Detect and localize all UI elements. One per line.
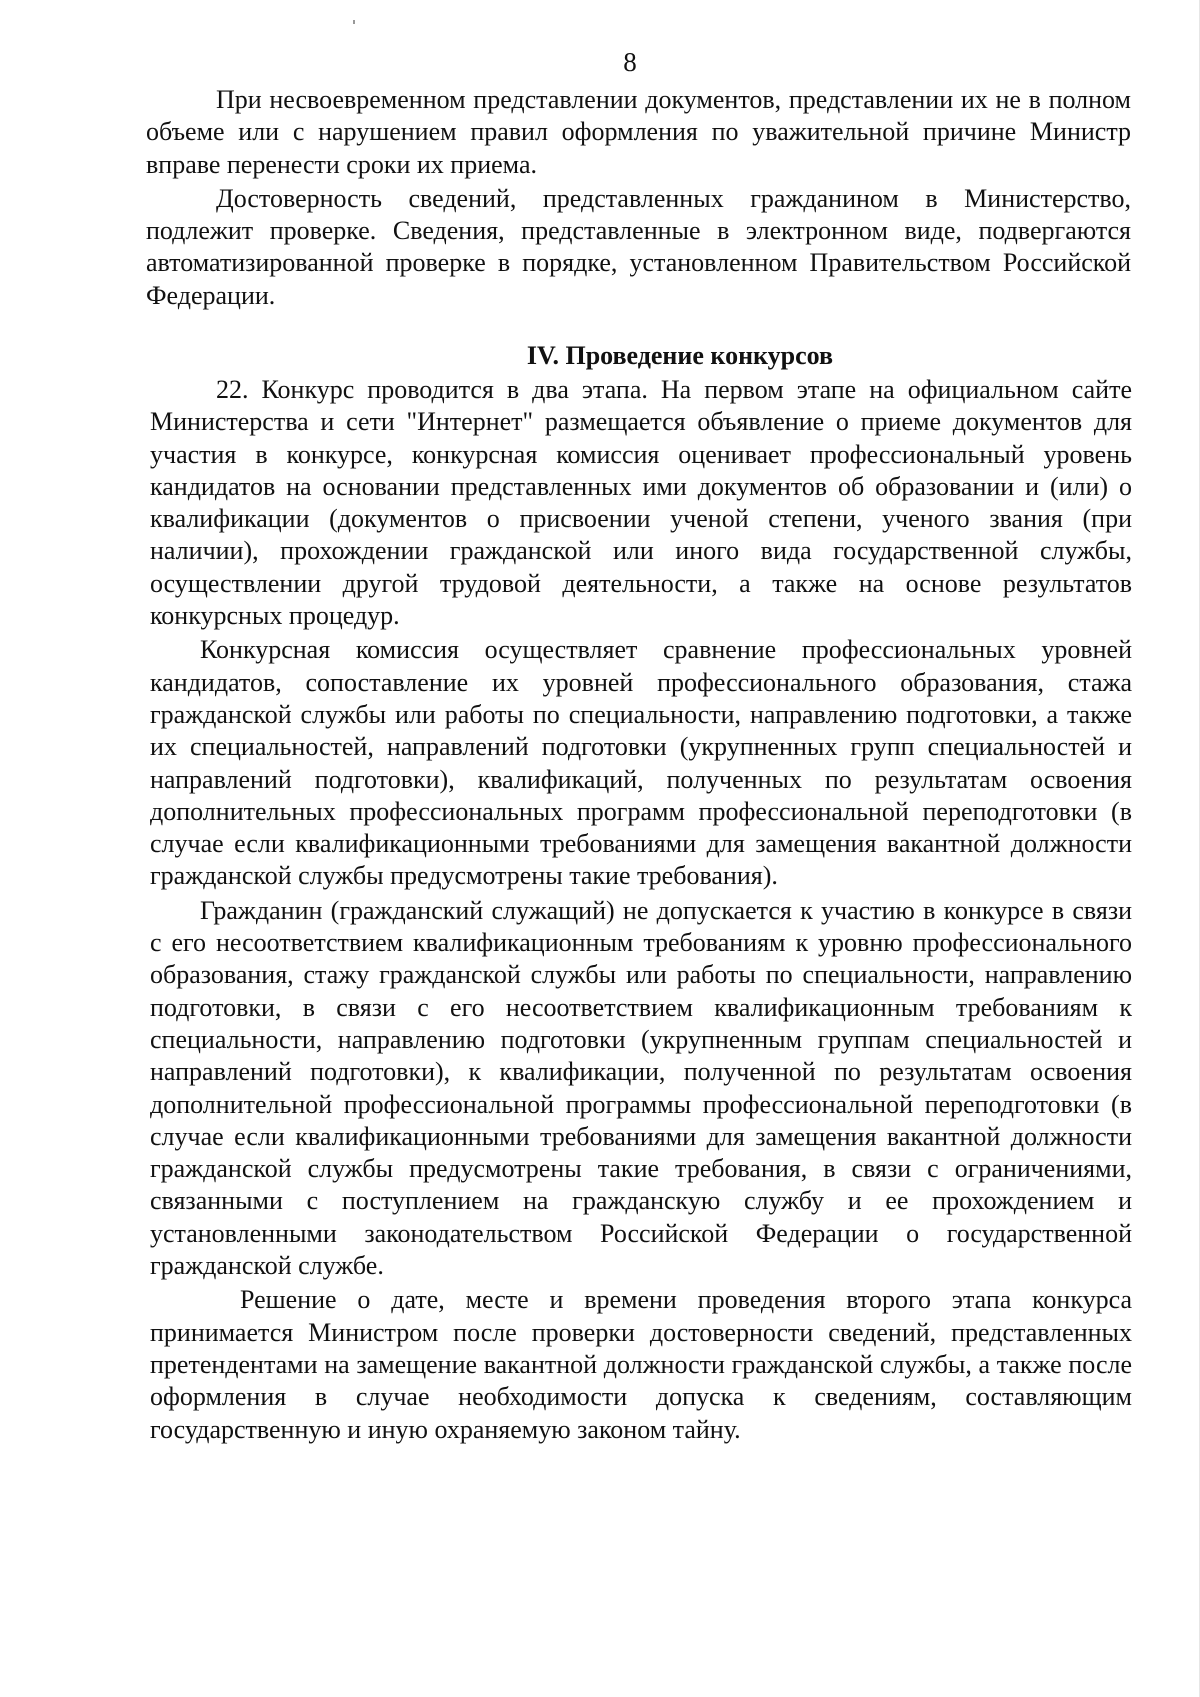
paragraph-non-admission: Гражданин (гражданский служащий) не допускается к участию в конкурсе в связи с его несоответствием квалификационным требованиям к уровню профессионального образования, стажу гражданской службы или работы по специальности, направлению подготовки, в связи с его несоответствием квалификационным требованиям к специальности, направлению подготовки (укрупненным группам специальностей и направлений подготовки), к квалификации, полученной по результатам освоения дополнительной профессиональной программы профессиональной переподготовки (в случае если квалификационными требованиями для замещения вакантной должности гражданской службы предусмотрены такие требования, в связи с ограничениями, связанными с поступлением на гражданскую службу и ее прохождением и установленными законодательством Российской Федерации о государственной гражданской службе.: [150, 895, 1132, 1281]
paragraph-second-stage: Решение о дате, месте и времени проведения второго этапа конкурса принимается Министром после проверки достоверности сведений, представленных претендентами на замещение вакантной должности гражданской службы, а также после оформления в случае необходимости допуска к сведениям, составляющим государственную и иную охраняемую законом тайну.: [150, 1285, 1132, 1444]
scan-artifact: [353, 20, 355, 24]
paragraph-commission-comparison: Конкурсная комиссия осуществляет сравнение профессиональных уровней кандидатов, сопоставление их уровней профессионального образования, стажа гражданской службы или работы по специальности, направлению подготовки, а также их специальностей, направлений подготовки (укрупненных групп специальностей и направлений подготовки), квалификаций, полученных по результатам освоения дополнительных профессиональных программ профессиональной переподготовки (в случае если квалификационными требованиями для замещения вакантной должности гражданской службы предусмотрены такие требования).: [150, 635, 1132, 891]
paragraph-deadline-extension: При несвоевременном представлении документов, представлении их не в полном объеме или с нарушением правил оформления по уважительной причине Министр вправе перенести сроки их приема.: [146, 85, 1131, 179]
text-block-section: [150, 374, 1132, 1446]
page-number: 8: [623, 47, 637, 77]
paragraph-22: 22. Конкурс проводится в два этапа. На первом этапе на официальном сайте Министерства и сети "Интернет" размещается объявление о приеме документов для участия в конкурсе, конкурсная комиссия оценивает профессиональный уровень кандидатов на основании представленных ими документов об образовании и (или) о квалификации (документов о присвоении ученой степени, ученого звания (при наличии), прохождении гражданской или иного вида государственной службы, осуществлении другой трудовой деятельности, а также на основе результатов конкурсных процедур.: [150, 375, 1132, 631]
paragraph-verification: Достоверность сведений, представленных гражданином в Министерство, подлежит проверке. Сведения, представленные в электронном виде, подвергаются автоматизированной проверке в порядке, установленном Правительством Российской Федерации.: [146, 183, 1131, 310]
section-heading: IV. Проведение конкурсов: [526, 341, 834, 370]
text-block-top: [146, 84, 1131, 312]
